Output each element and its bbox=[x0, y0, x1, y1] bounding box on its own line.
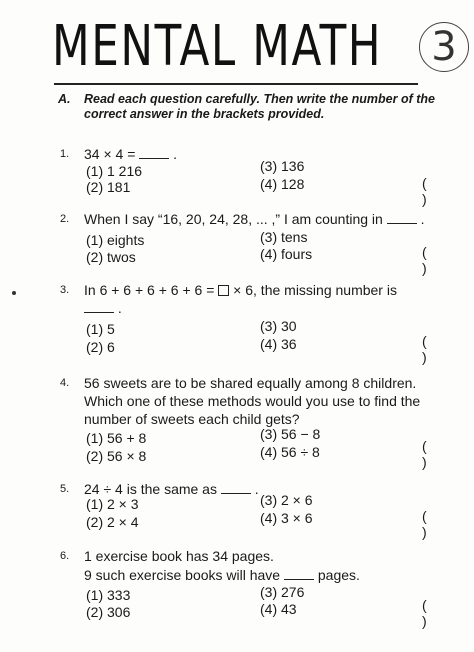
answer-blank bbox=[387, 213, 417, 224]
option-2: (2) 181 bbox=[86, 179, 131, 195]
question-number: 6. bbox=[60, 550, 70, 562]
answer-blank bbox=[84, 302, 114, 313]
option-3: (3) 136 bbox=[260, 158, 305, 174]
question-stem-line-1: 56 sweets are to be shared equally among 8 children. bbox=[84, 375, 417, 391]
option-3: (3) tens bbox=[260, 229, 308, 245]
page-number-circle: 3 bbox=[419, 22, 469, 72]
option-1: (1) 56 + 8 bbox=[86, 430, 147, 446]
option-2: (2) 306 bbox=[86, 604, 131, 620]
answer-brackets[interactable]: ( ) bbox=[422, 438, 447, 470]
question-stem: 24 ÷ 4 is the same as . bbox=[84, 481, 259, 497]
answer-blank bbox=[221, 483, 251, 494]
question-number: 5. bbox=[60, 483, 70, 495]
option-4: (4) 36 bbox=[260, 336, 297, 352]
title-underline bbox=[54, 83, 418, 85]
option-3: (3) 56 − 8 bbox=[260, 426, 321, 442]
question-stem-line-2: 9 such exercise books will have pages. bbox=[84, 567, 360, 583]
answer-blank bbox=[139, 148, 169, 159]
question-stem-line-2: Which one of these methods would you use to find the bbox=[84, 393, 421, 409]
option-1: (1) eights bbox=[86, 232, 145, 248]
instruction-text: Read each question carefully. Then write the number of the correct answer in the brackets provided. bbox=[84, 92, 435, 121]
question-number: 2. bbox=[60, 213, 70, 225]
option-3: (3) 276 bbox=[260, 584, 305, 600]
binder-hole-mark bbox=[12, 291, 16, 295]
answer-brackets[interactable]: ( ) bbox=[422, 597, 447, 629]
question-stem-continued: . bbox=[84, 299, 122, 318]
question-stem-line-3: number of sweets each child gets? bbox=[84, 411, 300, 427]
question-number: 4. bbox=[60, 377, 70, 389]
question-stem-line-1: 1 exercise book has 34 pages. bbox=[84, 548, 274, 564]
option-1: (1) 1 216 bbox=[86, 163, 143, 179]
option-2: (2) twos bbox=[86, 249, 136, 265]
question-stem: 34 × 4 = . bbox=[84, 146, 178, 162]
option-4: (4) 3 × 6 bbox=[260, 510, 313, 526]
answer-brackets[interactable]: ( ) bbox=[422, 244, 447, 276]
question-number: 3. bbox=[60, 284, 70, 296]
answer-blank bbox=[284, 569, 314, 580]
question-stem: In 6 + 6 + 6 + 6 + 6 = × 6, the missing number is bbox=[84, 282, 397, 298]
missing-number-box bbox=[218, 285, 229, 296]
option-2: (2) 56 × 8 bbox=[86, 448, 147, 464]
option-2: (2) 2 × 4 bbox=[86, 514, 139, 530]
option-1: (1) 2 × 3 bbox=[86, 496, 139, 512]
question-number: 1. bbox=[60, 148, 70, 160]
answer-brackets[interactable]: ( ) bbox=[422, 508, 447, 540]
option-4: (4) 56 ÷ 8 bbox=[260, 444, 320, 460]
option-3: (3) 2 × 6 bbox=[260, 492, 313, 508]
option-1: (1) 5 bbox=[86, 321, 115, 337]
section-label: A. bbox=[58, 92, 71, 106]
option-2: (2) 6 bbox=[86, 339, 115, 355]
answer-brackets[interactable]: ( ) bbox=[422, 175, 447, 207]
option-4: (4) 128 bbox=[260, 176, 305, 192]
option-3: (3) 30 bbox=[260, 318, 297, 334]
answer-brackets[interactable]: ( ) bbox=[422, 333, 447, 365]
option-1: (1) 333 bbox=[86, 587, 131, 603]
worksheet-title: MENTAL MATH bbox=[52, 14, 383, 79]
option-4: (4) fours bbox=[260, 246, 313, 262]
question-stem: When I say “16, 20, 24, 28, ... ,” I am counting in . bbox=[84, 211, 425, 227]
option-4: (4) 43 bbox=[260, 601, 297, 617]
